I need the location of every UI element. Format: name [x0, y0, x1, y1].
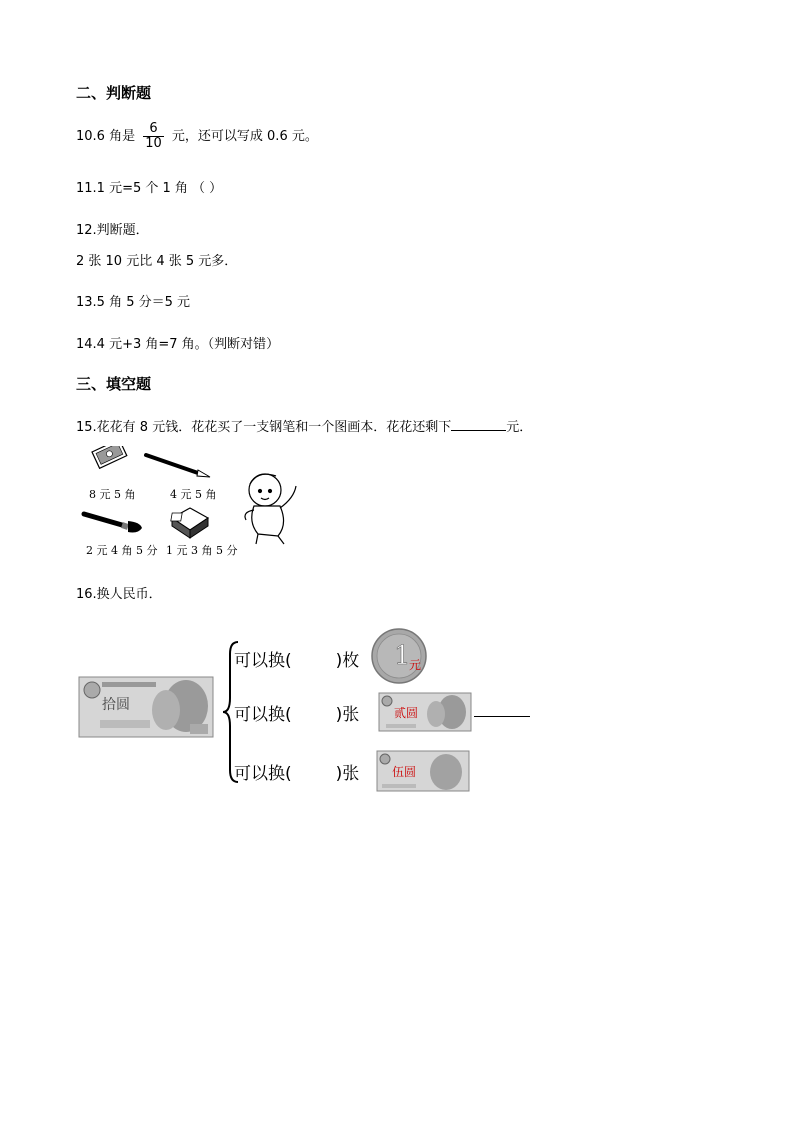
question-10: [76, 122, 318, 151]
child-icon: [245, 474, 296, 544]
exchange-row-five-yuan: [234, 759, 359, 784]
banknote-label: 拾圆: [102, 697, 130, 713]
fraction-denominator: 10: [145, 136, 162, 151]
row-unit: )张: [335, 705, 360, 725]
five-yuan-banknote-icon: [376, 750, 470, 792]
question-12-title: 12.判断题．: [76, 223, 149, 238]
two-yuan-label: 贰圆: [394, 706, 419, 720]
exchange-row-two-yuan: [234, 700, 359, 725]
row-unit: )枚: [335, 651, 360, 671]
answer-line[interactable]: [474, 716, 530, 717]
price-pen: 4 元 5 角: [170, 488, 217, 501]
pen-icon: [146, 455, 210, 477]
row-label: 可以换(: [234, 764, 292, 784]
fraction: [143, 122, 164, 151]
banknote-icon: [92, 446, 127, 468]
fraction-numerator: 6: [143, 122, 164, 137]
question-13: 13.5 角 5 分＝5 元: [76, 295, 191, 310]
row-unit: )张: [335, 764, 360, 784]
row-label: 可以换(: [234, 651, 292, 671]
drawing-book-icon: [171, 508, 208, 538]
two-yuan-banknote-icon: [378, 692, 472, 732]
question-14: 14.4 元+3 角=7 角。（判断对错）: [76, 337, 280, 352]
ten-yuan-banknote: [78, 676, 214, 738]
q10-prefix: 10.6 角是: [76, 129, 136, 144]
q10-suffix: 元，还可以写成 0.6 元。: [171, 129, 318, 144]
section-title-judgment: 二、判断题: [76, 84, 152, 102]
price-banknote: 8 元 5 角: [89, 488, 136, 501]
question-16-title: 16.换人民币．: [76, 587, 162, 602]
question-12-statement: 2 张 10 元比 4 张 5 元多．: [76, 254, 238, 269]
q15-prefix: 15.花花有 8 元钱．花花买了一支钢笔和一个图画本．花花还剩下: [76, 420, 452, 435]
section-title-fill-blank: 三、填空题: [76, 375, 152, 393]
price-paintbrush: 2 元 4 角 5 分: [86, 544, 158, 557]
five-yuan-label: 伍圆: [392, 765, 417, 779]
paintbrush-icon: [84, 514, 142, 533]
exchange-row-coin: [234, 646, 359, 671]
svg-text:1: 1: [394, 641, 411, 671]
question-15: [76, 416, 532, 435]
answer-blank[interactable]: [451, 418, 506, 431]
row-label: 可以换(: [234, 705, 292, 725]
price-drawing-book: 1 元 3 角 5 分: [166, 544, 238, 557]
question-11: 11.1 元=5 个 1 角 （ ）: [76, 181, 223, 196]
coin-label: 元: [409, 658, 422, 672]
q15-suffix: 元．: [506, 420, 533, 435]
